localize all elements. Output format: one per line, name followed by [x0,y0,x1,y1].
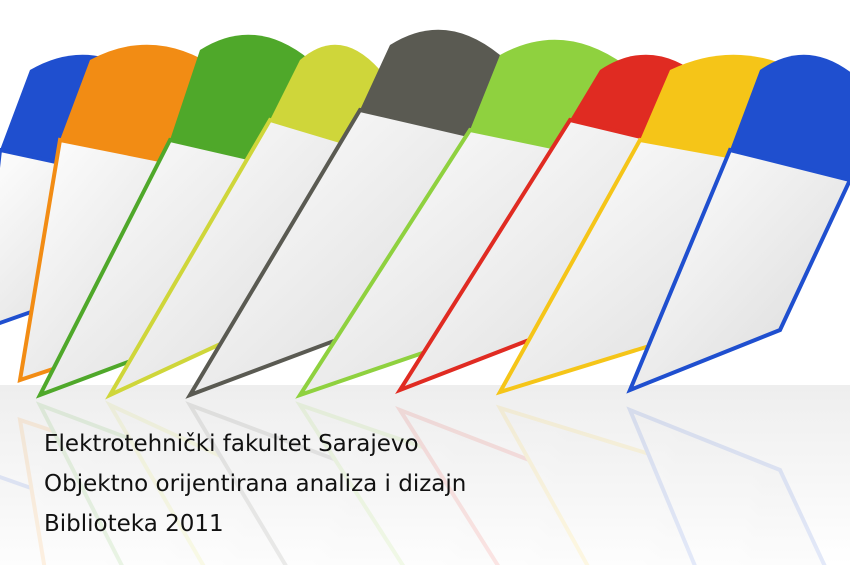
cover-caption [44,424,466,544]
faculty-name: Elektrotehnički fakultet Sarajevo [44,431,419,457]
course-title: Objektno orijentirana analiza i dizajn [44,471,467,497]
library-year: Biblioteka 2011 [44,511,224,537]
